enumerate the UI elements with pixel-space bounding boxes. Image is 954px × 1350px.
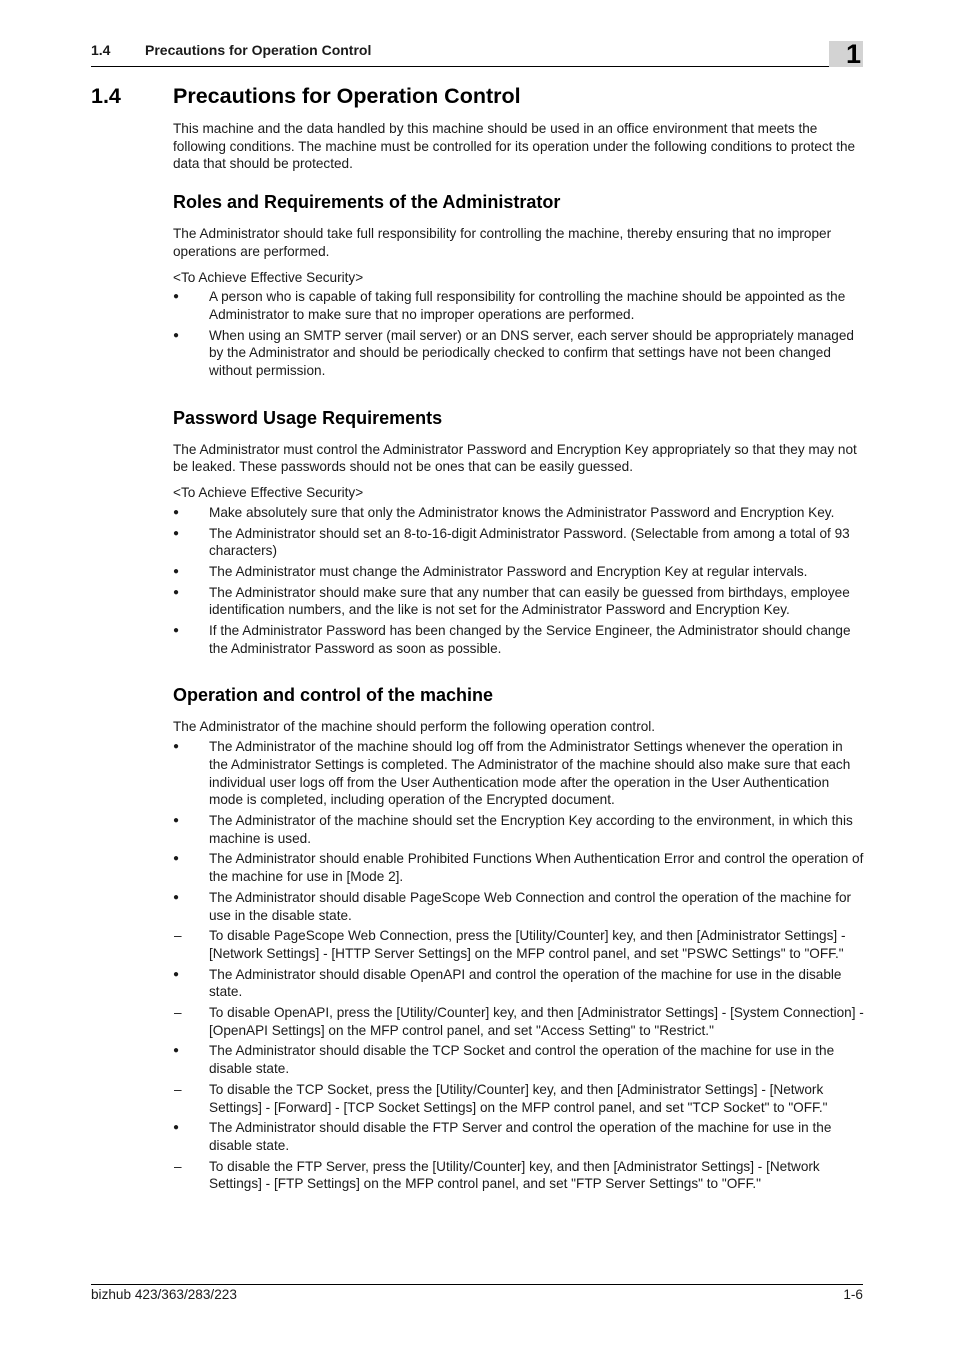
password-security-tag: <To Achieve Effective Security> [173, 485, 364, 501]
roles-text: The Administrator should take full responsibility for controlling the machine, thereby ensuring that no improper operations are performed. [173, 226, 832, 259]
chapter-number: 1 [845, 39, 861, 69]
roles-heading: Roles and Requirements of the Administrator [173, 192, 561, 213]
section-intro: This machine and the data handled by this machine should be used in an office environment that meets the following conditions. The machine must be controlled for its operation under the following conditions to protect the data that should be protected. [173, 121, 856, 172]
running-header [91, 38, 863, 67]
list-item: ● The Administrator should disable PageScope Web Connection and control the operation of the machine for use in the disable state. [173, 889, 864, 924]
list-item: ● A person who is capable of taking full responsibility for controlling the machine should be appointed as the Administrator to make sure that no improper operations are performed. [173, 288, 864, 323]
roles-list [173, 288, 864, 380]
main-content [173, 120, 864, 1196]
list-item: ● The Administrator of the machine should set the Encryption Key according to the environment, in which this machine is used. [173, 812, 864, 847]
password-text: The Administrator must control the Administrator Password and Encryption Key appropriately so that they may not be leaked. These passwords should not be ones that can be easily guessed. [173, 441, 857, 475]
section-title-text: Precautions for Operation Control [173, 84, 521, 108]
section-number: 1.4 [91, 84, 121, 108]
page-footer [91, 1284, 863, 1309]
operation-text: The Administrator of the machine should perform the following operation control. [173, 719, 656, 735]
list-item: ● The Administrator should disable the FTP Server and control the operation of the machine for use in the disable state. [173, 1119, 864, 1154]
operation-heading: Operation and control of the machine [173, 685, 494, 706]
operation-list [173, 738, 864, 1193]
roles-security-tag: <To Achieve Effective Security> [173, 269, 364, 285]
list-item: ● Make absolutely sure that only the Administrator knows the Administrator Password and Encryption Key. [173, 504, 864, 522]
list-item: ● The Administrator should enable Prohibited Functions When Authentication Error and control the operation of the machine for use in [Mode 2]. [173, 850, 864, 885]
sub-list-item: – To disable OpenAPI, press the [Utility/Counter] key, and then [Administrator Settings] - [System Connection] - [OpenAPI Settings] on the MFP control panel, and set "Access Setting" to "Restrict." [173, 1004, 864, 1039]
password-heading: Password Usage Requirements [173, 407, 443, 428]
footer-product: bizhub 423/363/283/223 [91, 1287, 237, 1302]
list-item: ● The Administrator must change the Administrator Password and Encryption Key at regular intervals. [173, 563, 864, 581]
list-item: ● The Administrator of the machine should log off from the Administrator Settings whenever the operation in the Administrator Settings is completed. The Administrator of the machine should also make sure that each individual user logs off from the User Authentication mode after the operation in the User Authentication mode is completed, including operation of the Encrypted document. [173, 738, 864, 809]
header-section-title: Precautions for Operation Control [145, 42, 372, 58]
page-title [91, 84, 521, 109]
sub-list-item: – To disable PageScope Web Connection, press the [Utility/Counter] key, and then [Administrator Settings] - [Network Settings] - [HTTP Server Settings] on the MFP control panel, and set "PSWC Settings" to "OFF." [173, 927, 864, 962]
list-item: ● The Administrator should disable OpenAPI and control the operation of the machine for use in the disable state. [173, 966, 864, 1001]
sub-list-item: – To disable the TCP Socket, press the [Utility/Counter] key, and then [Administrator Settings] - [Network Settings] - [Forward] - [TCP Socket Settings] on the MFP control panel, and set "TCP Socket" to "OFF." [173, 1081, 864, 1116]
header-section-number: 1.4 [91, 42, 111, 58]
chapter-tab [829, 41, 863, 67]
sub-list-item: – To disable the FTP Server, press the [Utility/Counter] key, and then [Administrator Settings] - [Network Settings] - [FTP Settings] on the MFP control panel, and set "FTP Server Settings" to "OFF." [173, 1158, 864, 1193]
list-item: ● The Administrator should disable the TCP Socket and control the operation of the machine for use in the disable state. [173, 1042, 864, 1077]
list-item: ● The Administrator should set an 8-to-16-digit Administrator Password. (Selectable from among a total of 93 characters) [173, 525, 864, 560]
list-item: ● If the Administrator Password has been changed by the Service Engineer, the Administrator should change the Administrator Password as soon as possible. [173, 622, 864, 657]
password-list [173, 504, 864, 658]
list-item: ● When using an SMTP server (mail server) or an DNS server, each server should be appropriately managed by the Administrator and should be periodically checked to confirm that settings have not been changed without permission. [173, 327, 864, 380]
footer-page-number: 1-6 [843, 1287, 863, 1302]
list-item: ● The Administrator should make sure that any number that can easily be guessed from birthdays, employee identification numbers, and the like is not set for the Administrator Password and Encryption Key. [173, 584, 864, 619]
